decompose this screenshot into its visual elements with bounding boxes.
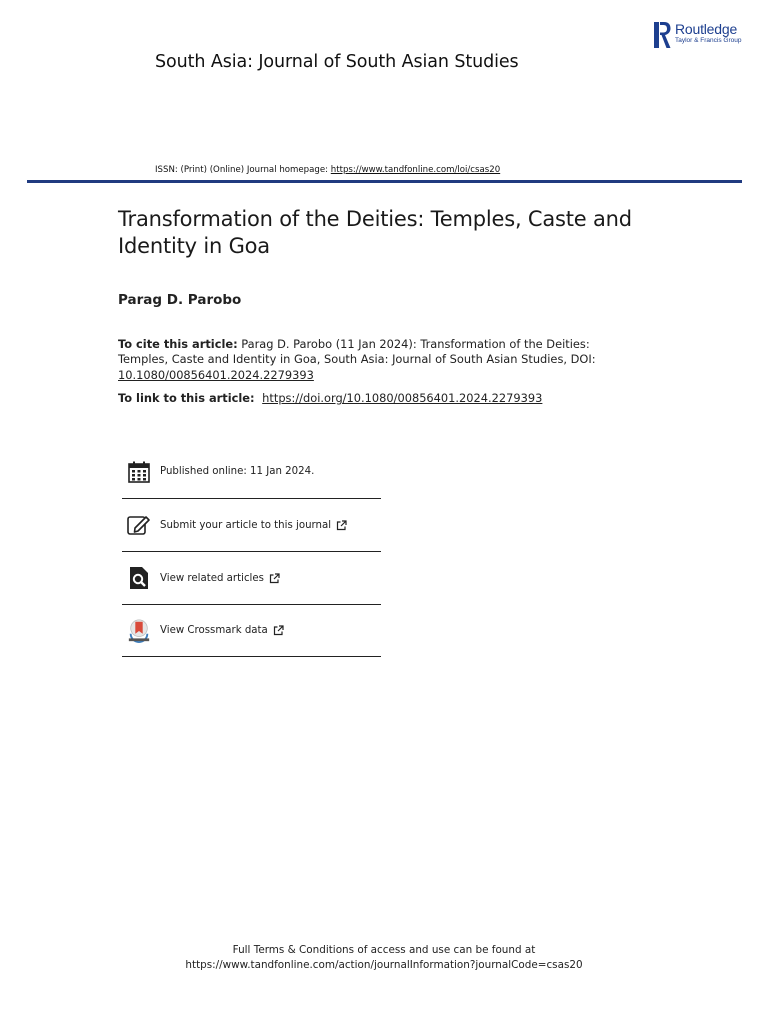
- issn-prefix: ISSN: (Print) (Online) Journal homepage:: [155, 165, 329, 175]
- submit-article-label: Submit your article to this journal: [160, 519, 332, 531]
- related-articles-label: View related articles: [160, 572, 264, 584]
- link-label: To link to this article:: [118, 391, 255, 405]
- crossmark-item[interactable]: [122, 604, 381, 657]
- crossmark-icon: [127, 619, 151, 643]
- citation-label: To cite this article:: [118, 337, 238, 351]
- publisher-logo[interactable]: [654, 22, 741, 48]
- crossmark-label: View Crossmark data: [160, 625, 268, 636]
- journal-title: South Asia: Journal of South Asian Studies: [155, 52, 519, 72]
- article-title: Transformation of the Deities: Temples, Caste and Identity in Goa: [118, 207, 632, 258]
- footer-line-1: Full Terms & Conditions of access and use can be found at: [232, 944, 536, 956]
- author-name: Parag D. Parobo: [118, 292, 242, 308]
- article-meta-list: [122, 445, 381, 657]
- publisher-name: Routledge: [675, 21, 738, 37]
- citation-text: Parag D. Parobo (11 Jan 2024): Transformation of the Deities: Temples, Caste and Identity in Goa, South Asia: Journal of South Asian Studies, DOI:: [118, 337, 596, 367]
- publisher-group: Taylor & Francis Group: [675, 37, 742, 44]
- external-link-icon: [273, 621, 284, 640]
- external-link-icon: [269, 569, 280, 588]
- calendar-icon: [127, 460, 151, 484]
- footer-terms-url[interactable]: https://www.tandfonline.com/action/journalInformation?journalCode=csas20: [185, 959, 583, 971]
- routledge-logo-icon: [654, 22, 671, 48]
- edit-icon: [127, 513, 151, 537]
- header-divider: [27, 180, 742, 183]
- published-online-label: Published online: 11 Jan 2024.: [160, 466, 315, 477]
- terms-footer: [0, 943, 768, 973]
- article-link-line: [118, 391, 542, 405]
- published-online-item: [122, 445, 381, 498]
- submit-article-item[interactable]: [122, 498, 381, 551]
- article-doi-url-link[interactable]: https://doi.org/10.1080/00856401.2024.2279393: [262, 391, 543, 405]
- external-link-icon: [336, 516, 347, 535]
- journal-homepage-link[interactable]: https://www.tandfonline.com/loi/csas20: [330, 165, 501, 175]
- issn-line: [155, 165, 500, 175]
- related-articles-item[interactable]: [122, 551, 381, 604]
- citation-block: [118, 337, 638, 383]
- citation-doi-link[interactable]: 10.1080/00856401.2024.2279393: [118, 367, 314, 382]
- search-document-icon: [127, 566, 151, 590]
